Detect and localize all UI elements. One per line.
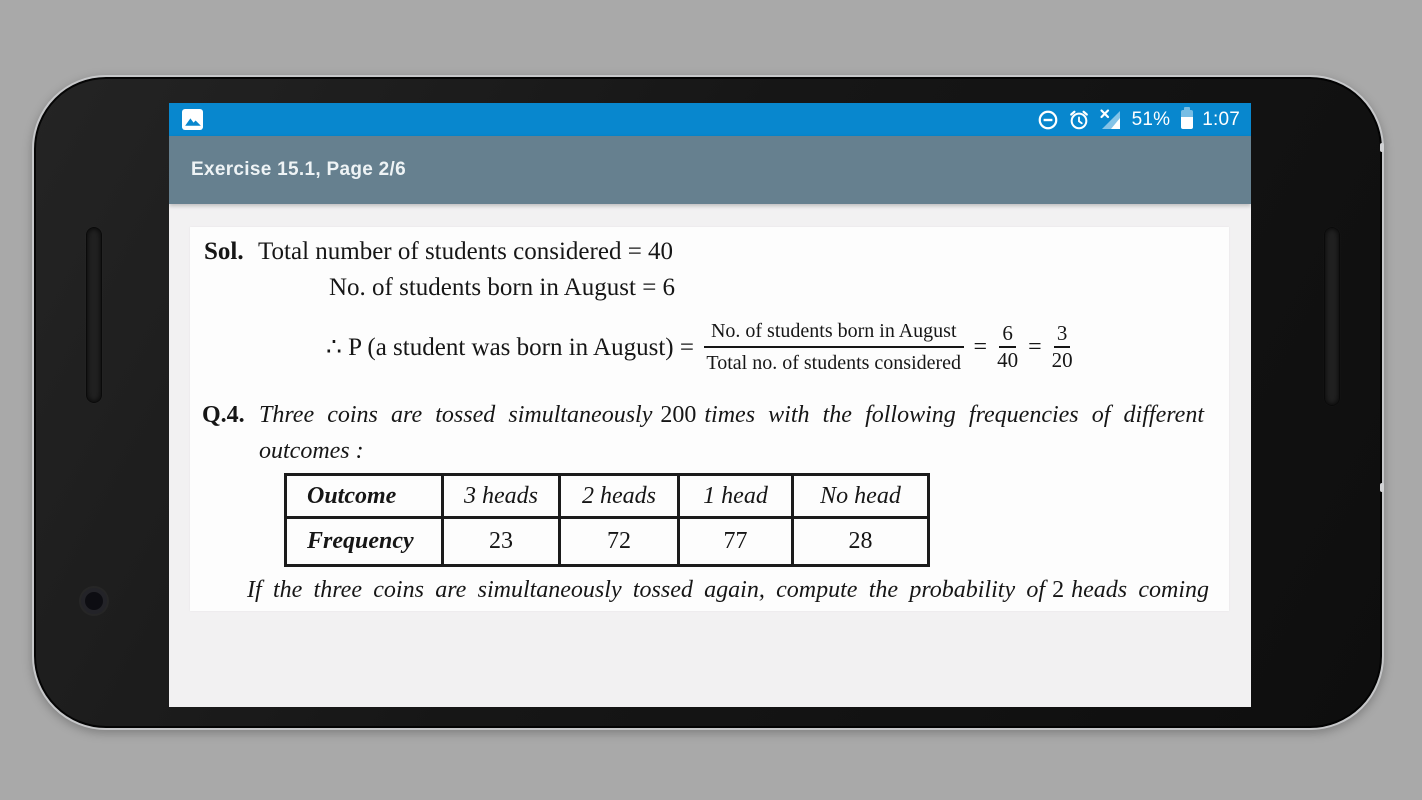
fraction-denominator: 20: [1051, 348, 1073, 372]
table-cell-frequency-label: Frequency: [286, 518, 443, 566]
solution-line-1: [190, 238, 1229, 266]
table-header-no-head: No head: [793, 475, 929, 518]
clock-time: 1:07: [1202, 108, 1240, 130]
table-cell-28: 28: [793, 518, 929, 566]
fraction-numerator: 3: [1054, 322, 1071, 348]
fraction-6-40: [997, 322, 1018, 372]
battery-half-icon: [1181, 110, 1193, 129]
document-viewer[interactable]: [169, 204, 1251, 707]
status-bar: [169, 103, 1251, 136]
front-camera: [81, 588, 107, 614]
left-speaker-pill: [86, 227, 102, 403]
battery-percent: 51%: [1131, 108, 1171, 130]
fraction-denominator: 40: [997, 348, 1019, 372]
do-not-disturb-icon: [1037, 109, 1059, 131]
footer-text-segment: heads coming: [1071, 577, 1209, 603]
equation-lhs: ∴ P (a student was born in August) =: [326, 334, 694, 361]
fraction-numerator: 6: [999, 322, 1016, 348]
table-header-row: [286, 475, 929, 518]
table-header-outcome: Outcome: [286, 475, 443, 518]
equals-sign: =: [1028, 333, 1042, 360]
table-cell-72: 72: [560, 518, 679, 566]
question-text-segment: Three coins are tossed simultaneously: [259, 402, 653, 428]
no-signal-x-icon: [1099, 108, 1123, 132]
status-indicators: [1037, 108, 1240, 132]
app-bar: [169, 136, 1251, 204]
table-header-3-heads: 3 heads: [443, 475, 560, 518]
solution-line-2: No. of students born in August = 6: [329, 274, 676, 301]
question-4-line-1: [190, 402, 1229, 429]
alarm-clock-icon: [1068, 109, 1090, 131]
question-4-label: Q.4.: [202, 402, 245, 428]
table-cell-77: 77: [679, 518, 793, 566]
solution-label: Sol.: [204, 238, 244, 265]
question-4-continuation: [247, 577, 1209, 604]
frequency-table: [284, 473, 930, 567]
table-header-2-heads: 2 heads: [560, 475, 679, 518]
fraction-denominator: Total no. of students considered: [706, 352, 962, 374]
footer-number-2: 2: [1052, 577, 1065, 603]
solution-text-1: Total number of students considered = 40: [258, 238, 674, 265]
main-fraction: [704, 319, 964, 375]
right-speaker-pill: [1324, 227, 1340, 406]
question-4-text: [259, 402, 1204, 429]
page-title: Exercise 15.1, Page 2/6: [191, 159, 406, 180]
phone-screen: [169, 103, 1251, 707]
fraction-numerator: No. of students born in August: [704, 319, 964, 348]
fraction-3-20: [1052, 322, 1073, 372]
power-button-notch: [1380, 143, 1384, 152]
phone-frame: [32, 75, 1384, 730]
footer-text-segment: If the three coins are simultaneously tossed again, compute the probability of: [247, 577, 1046, 603]
image-notification-icon: [182, 109, 203, 130]
question-4-line-2: outcomes :: [259, 438, 364, 464]
textbook-page-image: [190, 227, 1229, 611]
question-text-segment: times with the following frequencies of different: [704, 402, 1204, 428]
table-cell-23: 23: [443, 518, 560, 566]
question-number-200: 200: [660, 402, 697, 428]
table-data-row: [286, 518, 929, 566]
probability-equation: [326, 319, 1073, 375]
volume-button-notch: [1380, 483, 1384, 492]
equals-sign: =: [973, 333, 988, 360]
table-header-1-head: 1 head: [679, 475, 793, 518]
